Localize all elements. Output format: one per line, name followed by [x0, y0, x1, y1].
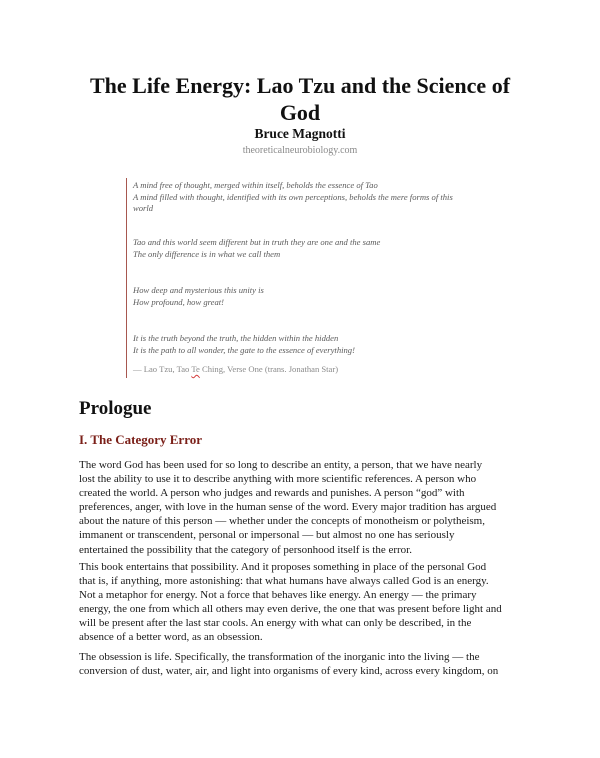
- epigraph-line: It is the path to all wonder, the gate to the essence of everything!: [133, 344, 355, 355]
- body-paragraph: [79, 650, 531, 678]
- epigraph-stanza: [133, 285, 264, 308]
- epigraph-line: How deep and mysterious this unity is: [133, 285, 264, 295]
- body-paragraph: [79, 458, 531, 557]
- epigraph-line: How profound, how great!: [133, 296, 225, 307]
- prologue-heading: Prologue: [79, 398, 152, 419]
- author-name: Bruce Magnotti: [254, 126, 346, 141]
- epigraph-stanza: [133, 333, 355, 356]
- paragraph-line: The word God has been used for so long to describe an entity, a person, that we have nearly: [79, 459, 483, 471]
- epigraph-line: The only difference is in what we call them: [133, 248, 281, 259]
- paragraph-line: Not a metaphor for energy. Not a force that behaves like energy. An energy — the primary: [79, 589, 477, 602]
- paragraph-line: immanent or transcendent, personal or impersonal — but almost no one has seriously: [79, 529, 455, 542]
- section-heading: I. The Category Error: [79, 432, 202, 447]
- epigraph-line: It is the truth beyond the truth, the hidden within the hidden: [133, 333, 339, 343]
- epigraph-line: A mind free of thought, merged within itself, beholds the essence of Tao: [133, 180, 378, 190]
- paragraph-line: preferences, anger, with love in the human sense of the word. Every major tradition has argued: [79, 501, 497, 514]
- epigraph-attribution: [133, 364, 338, 374]
- epigraph-stanza: [133, 237, 380, 260]
- paragraph-line: created the world. A person who judges and rewards and punishes. A person “god” with: [79, 487, 465, 500]
- paragraph-line: This book entertains that possibility. And it proposes something in place of the personal God: [79, 561, 487, 573]
- document-title: [60, 72, 540, 126]
- body-paragraph: [79, 560, 531, 645]
- paragraph-line: lost the ability to use it to describe anything with more scientific references. A person who: [79, 473, 477, 486]
- paragraph-line: will be present after the last star cools. An energy with what can only be described, in the: [79, 617, 472, 630]
- epigraph-stanza: [133, 180, 453, 215]
- title-line: God: [279, 100, 321, 125]
- paragraph-line: conversion of dust, water, air, and light into organisms of every kind, across every kingdom, on: [79, 665, 499, 678]
- epigraph-block: [126, 178, 477, 378]
- epigraph-line: A mind filled with thought, identified with its own perceptions, beholds the mere forms of this: [133, 191, 453, 202]
- epigraph-line: Tao and this world seem different but in truth they are one and the same: [133, 237, 381, 247]
- paragraph-line: absence of a better word, as an obsession.: [79, 631, 263, 644]
- attribution-text: — Lao Tzu, Tao: [133, 364, 192, 374]
- paragraph-line: energy, the one from which all others may even derive, the one that was present before light and: [79, 603, 502, 616]
- epigraph-line: world: [133, 203, 154, 213]
- paragraph-line: entertained the possibility that the category of personhood itself is the error.: [79, 543, 412, 556]
- paragraph-line: about the nature of this person — whether under the concepts of monotheism or polytheism,: [79, 515, 485, 528]
- paragraph-line: The obsession is life. Specifically, the transformation of the inorganic into the living — the: [79, 651, 480, 663]
- attribution-text: Ching, Verse One (trans. Jonathan Star): [199, 364, 339, 374]
- website-url: theoreticalneurobiology.com: [242, 145, 358, 156]
- paragraph-line: that is, if anything, more astonishing: that what humans have always called God is an energy.: [79, 575, 489, 588]
- title-line: The Life Energy: Lao Tzu and the Science of: [89, 73, 511, 98]
- spellcheck-flagged-word[interactable]: Te: [191, 364, 200, 374]
